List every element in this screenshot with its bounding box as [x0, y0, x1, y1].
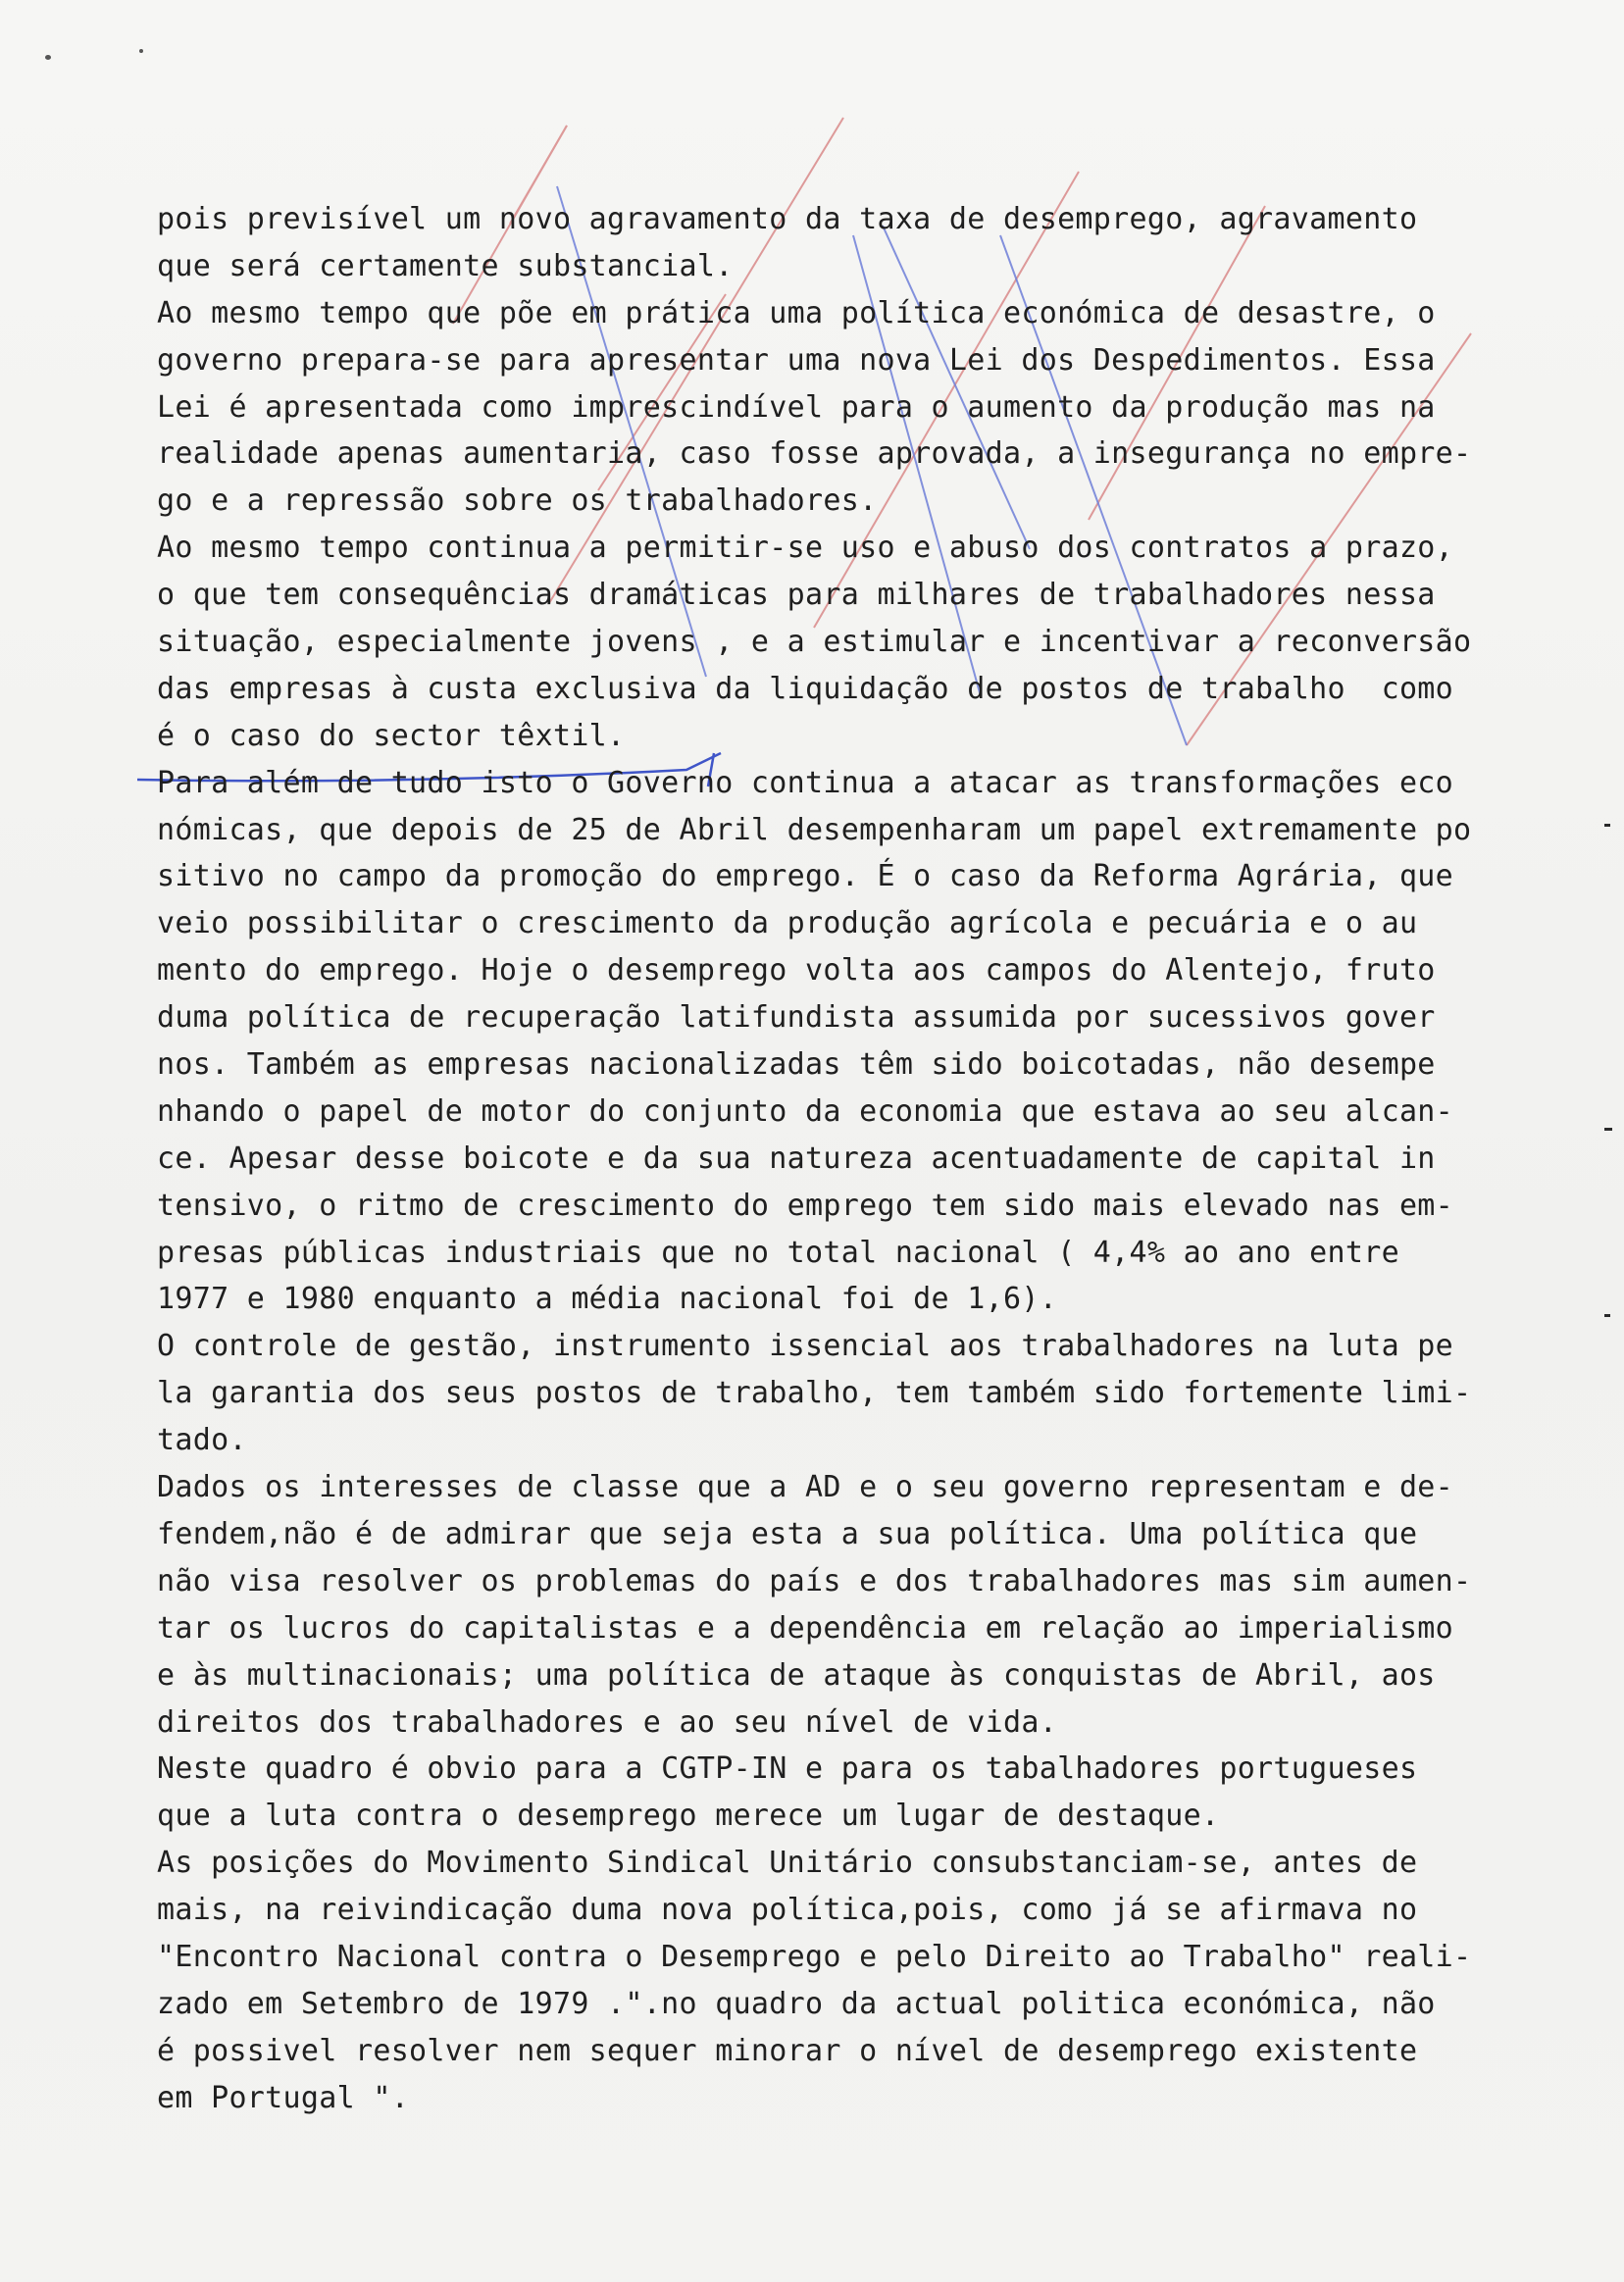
text-line: zado em Setembro de 1979 .".no quadro da actual politica económica, não: [157, 1986, 1436, 2021]
text-line: duma política de recuperação latifundista assumida por sucessivos gover: [157, 1000, 1436, 1036]
text-line: tar os lucros do capitalistas e a dependência em relação ao imperialismo: [157, 1610, 1454, 1646]
text-line: nómicas, que depois de 25 de Abril desempenharam um papel extremamente po: [157, 812, 1472, 847]
text-line: "Encontro Nacional contra o Desemprego e pelo Direito ao Trabalho" reali-: [157, 1939, 1472, 1974]
text-line: é possivel resolver nem sequer minorar o nível de desemprego existente: [157, 2033, 1418, 2068]
text-line: mento do emprego. Hoje o desemprego volta aos campos do Alentejo, fruto: [157, 953, 1436, 989]
text-line: Ao mesmo tempo continua a permitir-se uso e abuso dos contratos a prazo,: [157, 531, 1454, 566]
scan-speck: [45, 55, 51, 60]
text-line: nos. Também as empresas nacionalizadas têm sido boicotadas, não desempe: [157, 1047, 1436, 1083]
text-line: O controle de gestão, instrumento issencial aos trabalhadores na luta pe: [157, 1329, 1454, 1364]
text-line: governo prepara-se para apresentar uma nova Lei dos Despedimentos. Essa: [157, 342, 1436, 378]
text-line: tado.: [157, 1423, 247, 1458]
text-line: sitivo no campo da promoção do emprego. É o caso da Reforma Agrária, que: [157, 859, 1454, 894]
text-line: veio possibilitar o crescimento da produção agrícola e pecuária e o au: [157, 906, 1418, 941]
text-line: 1977 e 1980 enquanto a média nacional foi de 1,6).: [157, 1282, 1058, 1317]
text-line: em Portugal ".: [157, 2080, 410, 2115]
text-line: e às multinacionais; uma política de ataque às conquistas de Abril, aos: [157, 1657, 1436, 1693]
text-line: que será certamente substancial.: [157, 248, 734, 283]
text-line: direitos dos trabalhadores e ao seu nível de vida.: [157, 1704, 1058, 1740]
text-line: é o caso do sector têxtil.: [157, 718, 626, 753]
text-line: não visa resolver os problemas do país e dos trabalhadores mas sim aumen-: [157, 1563, 1472, 1598]
text-line: fendem,não é de admirar que seja esta a sua política. Uma política que: [157, 1516, 1418, 1551]
text-line: Para além de tudo isto o Governo continua a atacar as transformações eco: [157, 765, 1454, 800]
text-line: presas públicas industriais que no total nacional ( 4,4% ao ano entre: [157, 1235, 1399, 1270]
text-line: go e a repressão sobre os trabalhadores.: [157, 483, 878, 519]
text-line: Lei é apresentada como imprescindível para o aumento da produção mas na: [157, 389, 1436, 425]
text-line: o que tem consequências dramáticas para milhares de trabalhadores nessa: [157, 578, 1436, 613]
text-line: mais, na reivindicação duma nova política,pois, como já se afirmava no: [157, 1893, 1418, 1928]
text-line: Dados os interesses de classe que a AD e o seu governo representam e de-: [157, 1470, 1454, 1505]
text-line: nhando o papel de motor do conjunto da economia que estava ao seu alcan-: [157, 1093, 1454, 1129]
text-line: As posições do Movimento Sindical Unitário consubstanciam-se, antes de: [157, 1846, 1418, 1881]
text-line: Ao mesmo tempo que põe em prática uma política económica de desastre, o: [157, 295, 1436, 330]
text-line: Neste quadro é obvio para a CGTP-IN e para os tabalhadores portugueses: [157, 1751, 1418, 1787]
text-line: das empresas à custa exclusiva da liquidação de postos de trabalho como: [157, 671, 1454, 706]
text-line: pois previsível um novo agravamento da taxa de desemprego, agravamento: [157, 202, 1418, 236]
text-line: la garantia dos seus postos de trabalho, tem também sido fortemente limi-: [157, 1376, 1472, 1411]
text-line: ce. Apesar desse boicote e da sua natureza acentuadamente de capital in: [157, 1141, 1436, 1176]
text-line: tensivo, o ritmo de crescimento do emprego tem sido mais elevado nas em-: [157, 1188, 1454, 1223]
text-line: que a luta contra o desemprego merece um lugar de destaque.: [157, 1799, 1220, 1834]
text-line: realidade apenas aumentaria, caso fosse aprovada, a insegurança no empre-: [157, 436, 1472, 472]
scan-speck: [139, 49, 143, 53]
text-line: situação, especialmente jovens , e a estimular e incentivar a reconversão: [157, 625, 1472, 660]
typed-text-body: [157, 196, 1608, 2122]
